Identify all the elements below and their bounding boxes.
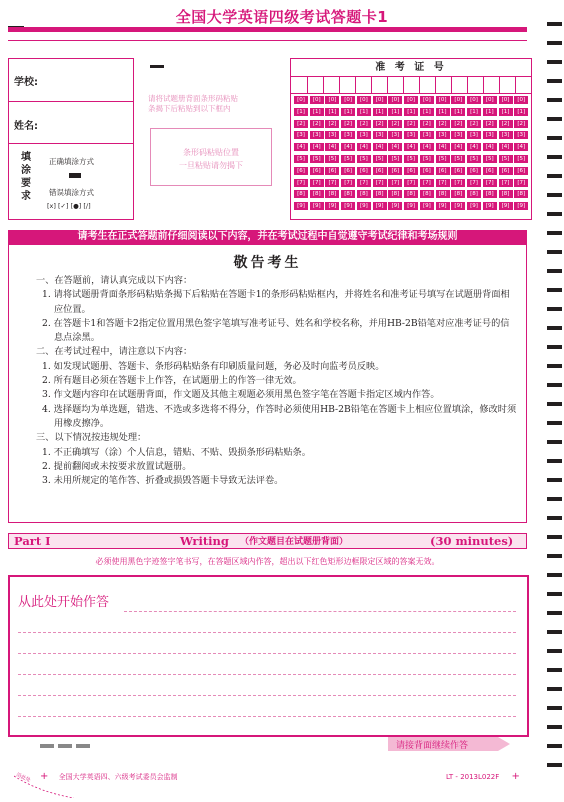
exam-number-bubble[interactable]: [1] — [325, 108, 339, 116]
exam-number-bubble[interactable]: [4] — [420, 143, 434, 151]
exam-number-bubble[interactable]: [6] — [341, 167, 355, 175]
school-label: 学校: — [14, 77, 38, 88]
cell-divider — [387, 76, 388, 93]
timing-mark — [547, 174, 562, 178]
exam-number-bubble[interactable]: [9] — [467, 202, 481, 210]
exam-number-bubble[interactable]: [4] — [467, 143, 481, 151]
timing-mark — [547, 611, 562, 615]
bubble-row — [294, 131, 530, 142]
fill-char: 求 — [21, 191, 31, 202]
footer-mark — [58, 744, 72, 748]
exam-number-bubble[interactable]: [5] — [451, 155, 465, 163]
exam-number-bubble[interactable]: [8] — [467, 190, 481, 198]
correct-fill-example — [69, 173, 81, 178]
exam-number-bubble[interactable]: [5] — [294, 155, 308, 163]
cell-divider — [403, 76, 404, 93]
notice-item: 4. 选择题均为单选题，错选、不选或多选将不得分，作答时必须使用HB-2B铅笔在答题卡上相应位置填涂，修改时须用橡皮擦净。 — [42, 403, 517, 429]
timing-mark — [547, 41, 562, 45]
exam-number-bubble[interactable]: [8] — [404, 190, 418, 198]
footer-mark — [40, 744, 54, 748]
timing-mark — [547, 307, 562, 311]
exam-number-bubble[interactable]: [5] — [310, 155, 324, 163]
cell-divider — [435, 76, 436, 93]
exam-number-bubble[interactable]: [1] — [514, 108, 528, 116]
fill-char: 涂 — [21, 165, 31, 176]
timing-mark — [547, 459, 562, 463]
exam-number-bubble[interactable]: [3] — [325, 131, 339, 139]
cut-text: 沿此处 — [15, 772, 32, 784]
exam-number-bubble[interactable]: [9] — [341, 202, 355, 210]
exam-number-bubble[interactable]: [7] — [388, 179, 402, 187]
exam-number-bubble[interactable]: [9] — [388, 202, 402, 210]
exam-number-bubble[interactable]: [3] — [341, 131, 355, 139]
exam-number-bubble[interactable]: [4] — [499, 143, 513, 151]
timing-mark — [547, 630, 562, 634]
bubble-row — [294, 143, 530, 154]
notice-item: 3. 未用所规定的笔作答、折叠或损毁答题卡导致无法评卷。 — [42, 475, 284, 487]
cell-divider — [483, 76, 484, 93]
exam-number-bubble[interactable]: [1] — [310, 108, 324, 116]
exam-number-bubble[interactable]: [3] — [514, 131, 528, 139]
exam-number-bubble[interactable]: [2] — [373, 120, 387, 128]
exam-number-bubble[interactable]: [3] — [499, 131, 513, 139]
exam-number-bubble[interactable]: [6] — [483, 167, 497, 175]
exam-number-bubble[interactable]: [0] — [420, 96, 434, 104]
exam-number-bubble[interactable]: [9] — [499, 202, 513, 210]
timing-mark — [547, 478, 562, 482]
exam-number-bubble[interactable]: [0] — [451, 96, 465, 104]
bubble-row — [294, 202, 530, 213]
exam-number-bubble[interactable]: [8] — [325, 190, 339, 198]
exam-number-bubble[interactable]: [5] — [325, 155, 339, 163]
timing-mark — [547, 744, 562, 748]
exam-number-bubble[interactable]: [1] — [357, 108, 371, 116]
timing-mark — [547, 250, 562, 254]
exam-number-bubble[interactable]: [5] — [499, 155, 513, 163]
exam-number-bubble[interactable]: [9] — [483, 202, 497, 210]
bubble-row — [294, 179, 530, 190]
exam-number-bubble[interactable]: [3] — [483, 131, 497, 139]
exam-number-bubble[interactable]: [5] — [388, 155, 402, 163]
exam-number-bubble[interactable]: [9] — [420, 202, 434, 210]
bubble-row — [294, 155, 530, 166]
exam-number-bubble[interactable]: [0] — [404, 96, 418, 104]
exam-number-bubble[interactable]: [3] — [388, 131, 402, 139]
continue-text: 请接背面继续作答 — [396, 741, 469, 751]
notice-section: 一、在答题前，请认真完成以下内容： — [36, 275, 193, 286]
exam-number-bubble[interactable]: [5] — [373, 155, 387, 163]
exam-number-bubble[interactable]: [4] — [451, 143, 465, 151]
exam-number-bubble[interactable]: [1] — [499, 108, 513, 116]
timing-mark — [547, 136, 562, 140]
barcode-box-line: 条形码粘贴位置 — [183, 148, 239, 157]
exam-number-bubble[interactable]: [7] — [325, 179, 339, 187]
exam-number-bubble[interactable]: [5] — [467, 155, 481, 163]
exam-number-bubble[interactable]: [1] — [483, 108, 497, 116]
timing-marks — [546, 22, 564, 782]
exam-number-bubble[interactable]: [7] — [294, 179, 308, 187]
exam-number-bubble[interactable]: [2] — [467, 120, 481, 128]
exam-number-bubble[interactable]: [2] — [499, 120, 513, 128]
bubble-row — [294, 167, 530, 178]
exam-number-bubble[interactable]: [7] — [404, 179, 418, 187]
header-rule — [8, 27, 527, 32]
exam-number-bubble[interactable]: [0] — [499, 96, 513, 104]
exam-number-bubble[interactable]: [6] — [404, 167, 418, 175]
exam-number-bubble[interactable]: [7] — [451, 179, 465, 187]
exam-number-bubble[interactable]: [8] — [341, 190, 355, 198]
timing-mark — [547, 22, 562, 26]
start-writing-label: 从此处开始作答 — [18, 595, 110, 610]
exam-number-bubble[interactable]: [3] — [404, 131, 418, 139]
cross-mark-icon: + — [511, 771, 520, 782]
part-label: Part I — [14, 534, 51, 548]
exam-number-bubble[interactable]: [7] — [483, 179, 497, 187]
exam-number-bubble[interactable]: [8] — [483, 190, 497, 198]
exam-number-bubble[interactable]: [4] — [341, 143, 355, 151]
notice-heading: 敬告考生 — [233, 255, 302, 271]
exam-number-bubble[interactable]: [6] — [514, 167, 528, 175]
writing-line — [124, 611, 516, 612]
timing-mark — [547, 60, 562, 64]
timing-mark — [547, 231, 562, 235]
exam-number-bubble[interactable]: [4] — [294, 143, 308, 151]
notice-item: 1. 如发现试题册、答题卡、条形码粘贴条有印刷质量问题，务必及时向监考员反映。 — [42, 360, 385, 372]
exam-number-bubble[interactable]: [8] — [357, 190, 371, 198]
exam-number-bubble[interactable]: [6] — [436, 167, 450, 175]
wrong-fill-examples: [x] [✓] [●] [/] — [47, 202, 91, 210]
exam-number-bubble[interactable]: [3] — [357, 131, 371, 139]
exam-number-bubble[interactable]: [5] — [514, 155, 528, 163]
timing-mark — [547, 497, 562, 501]
exam-number-bubble[interactable]: [8] — [373, 190, 387, 198]
exam-number-bubble[interactable]: [4] — [325, 143, 339, 151]
timing-mark — [547, 554, 562, 558]
exam-number-bubble[interactable]: [2] — [420, 120, 434, 128]
exam-number-bubble[interactable]: [4] — [357, 143, 371, 151]
exam-number-bubble[interactable]: [8] — [451, 190, 465, 198]
exam-number-bubble[interactable]: [7] — [357, 179, 371, 187]
exam-number-bubble[interactable]: [7] — [310, 179, 324, 187]
barcode-note-line: 条揭下后粘贴到以下框内 — [148, 104, 231, 113]
exam-number-bubble[interactable]: [7] — [467, 179, 481, 187]
timing-mark — [547, 212, 562, 216]
exam-number-bubble[interactable]: [1] — [294, 108, 308, 116]
section-note: （作文题目在试题册背面） — [240, 537, 349, 547]
timing-mark — [547, 117, 562, 121]
exam-number-bubble[interactable]: [0] — [325, 96, 339, 104]
exam-number-bubble[interactable]: [0] — [514, 96, 528, 104]
exam-number-bubble[interactable]: [1] — [404, 108, 418, 116]
exam-number-bubble[interactable]: [3] — [310, 131, 324, 139]
exam-number-cells — [291, 76, 531, 94]
exam-number-bubble[interactable]: [0] — [357, 96, 371, 104]
bubble-row — [294, 120, 530, 131]
exam-number-bubble[interactable]: [8] — [499, 190, 513, 198]
exam-number-bubble[interactable]: [8] — [388, 190, 402, 198]
exam-number-bubble[interactable]: [0] — [341, 96, 355, 104]
cut-line — [14, 772, 74, 798]
footer-code — [446, 771, 520, 782]
notice-banner: 请考生在正式答题前仔细阅读以下内容，并在考试过程中自觉遵守考试纪律和考场规则 — [8, 230, 527, 244]
exam-number-bubble[interactable]: [2] — [357, 120, 371, 128]
timing-mark — [547, 288, 562, 292]
barcode-mark — [150, 65, 164, 68]
timing-mark — [547, 345, 562, 349]
notice-item: 2. 提前翻阅或未按要求放置试题册。 — [42, 460, 192, 472]
cell-divider — [371, 76, 372, 93]
cell-divider — [499, 76, 500, 93]
cell-divider — [467, 76, 468, 93]
exam-number-grid — [290, 58, 532, 220]
form-code: LT - 2013L022F — [446, 773, 500, 781]
exam-number-bubble[interactable]: [1] — [388, 108, 402, 116]
timing-mark — [547, 421, 562, 425]
exam-number-bubble[interactable]: [9] — [404, 202, 418, 210]
notice-item: 3. 作文题内容印在试题册背面，作文题及其他主观题必须用黑色签字笔在答题卡指定区域内作答。 — [42, 389, 440, 401]
notice-item: 2. 所有题目必须在答题卡上作答，在试题册上的作答一律无效。 — [42, 375, 302, 387]
exam-number-bubble[interactable]: [2] — [483, 120, 497, 128]
exam-number-bubble[interactable]: [4] — [388, 143, 402, 151]
name-label: 姓名: — [14, 121, 38, 132]
exam-number-title: 准 考 证 号 — [291, 59, 531, 77]
barcode-note — [148, 94, 278, 114]
exam-number-bubble[interactable]: [4] — [483, 143, 497, 151]
exam-number-bubble[interactable]: [0] — [310, 96, 324, 104]
timing-mark — [547, 155, 562, 159]
barcode-box-line: 一旦粘贴请勿揭下 — [179, 161, 243, 170]
exam-number-bubble[interactable]: [3] — [451, 131, 465, 139]
writing-line — [18, 632, 516, 633]
exam-number-bubble[interactable]: [5] — [420, 155, 434, 163]
cell-divider — [307, 76, 308, 93]
exam-number-bubble[interactable]: [1] — [420, 108, 434, 116]
exam-number-bubble[interactable]: [8] — [310, 190, 324, 198]
timing-mark — [547, 364, 562, 368]
exam-number-bubble[interactable]: [0] — [373, 96, 387, 104]
timing-mark — [547, 763, 562, 767]
divider — [9, 101, 133, 102]
timing-mark — [547, 687, 562, 691]
exam-number-bubble[interactable]: [2] — [294, 120, 308, 128]
exam-number-bubble[interactable]: [8] — [514, 190, 528, 198]
exam-number-bubble[interactable]: [3] — [467, 131, 481, 139]
answer-sheet-title: 全国大学英语四级考试答题卡1 — [175, 8, 389, 26]
continue-on-back-note — [388, 737, 510, 751]
exam-number-bubble[interactable]: [2] — [514, 120, 528, 128]
exam-number-bubble[interactable]: [6] — [451, 167, 465, 175]
exam-number-bubble[interactable]: [9] — [310, 202, 324, 210]
exam-number-bubble[interactable]: [1] — [467, 108, 481, 116]
exam-number-bubble[interactable]: [6] — [294, 167, 308, 175]
bubble-row — [294, 190, 530, 201]
timing-mark — [547, 535, 562, 539]
writing-line — [18, 674, 516, 675]
exam-number-bubble[interactable]: [8] — [294, 190, 308, 198]
notice-item: 1. 请将试题册背面条形码粘贴条揭下后粘贴在答题卡1的条形码粘贴框内，并将姓名和准考证号填写在试题册背面相应位置。 — [42, 289, 510, 315]
exam-number-bubble[interactable]: [9] — [357, 202, 371, 210]
exam-number-bubble[interactable]: [9] — [436, 202, 450, 210]
bubble-row — [294, 96, 530, 107]
footer-mark — [76, 744, 90, 748]
exam-number-bubble[interactable]: [9] — [294, 202, 308, 210]
exam-number-bubble[interactable]: [4] — [310, 143, 324, 151]
exam-number-bubble[interactable]: [5] — [357, 155, 371, 163]
exam-number-bubble[interactable]: [3] — [373, 131, 387, 139]
exam-number-bubble[interactable]: [1] — [373, 108, 387, 116]
exam-number-bubble[interactable]: [0] — [388, 96, 402, 104]
exam-number-bubble[interactable]: [7] — [420, 179, 434, 187]
divider — [9, 143, 133, 144]
exam-number-bubble[interactable]: [3] — [420, 131, 434, 139]
notice-item: 2. 在答题卡1和答题卡2指定位置用黑色签字笔填写准考证号、姓名和学校名称，并用HB-2B铅笔对应准考证号的信息点涂黑。 — [42, 317, 510, 344]
cross-mark-icon: + — [40, 771, 49, 782]
wrong-method-label: 错误填涂方式 — [49, 188, 94, 197]
cell-divider — [355, 76, 356, 93]
exam-number-bubble[interactable]: [6] — [373, 167, 387, 175]
exam-number-bubble[interactable]: [7] — [341, 179, 355, 187]
cell-divider — [515, 76, 516, 93]
time-limit: (30 minutes) — [430, 534, 514, 548]
exam-number-bubble[interactable]: [2] — [341, 120, 355, 128]
header-thin-rule — [8, 40, 527, 41]
exam-number-bubble[interactable]: [4] — [436, 143, 450, 151]
exam-number-bubble[interactable]: [6] — [420, 167, 434, 175]
exam-number-bubble[interactable]: [0] — [483, 96, 497, 104]
exam-number-bubble[interactable]: [8] — [436, 190, 450, 198]
timing-mark — [547, 383, 562, 387]
exam-number-bubble[interactable]: [7] — [514, 179, 528, 187]
exam-number-bubble[interactable]: [8] — [420, 190, 434, 198]
fill-char: 填 — [21, 152, 31, 163]
exam-number-bubble[interactable]: [5] — [341, 155, 355, 163]
exam-number-bubble[interactable]: [9] — [325, 202, 339, 210]
fill-requirement-label — [21, 151, 33, 203]
exam-number-bubble[interactable]: [2] — [388, 120, 402, 128]
exam-number-bubble[interactable]: [3] — [294, 131, 308, 139]
exam-number-bubble[interactable]: [5] — [436, 155, 450, 163]
timing-mark — [547, 326, 562, 330]
timing-mark — [547, 79, 562, 83]
issuer-text: 全国大学英语四、六级考试委员会监制 — [58, 773, 178, 781]
notice-section: 三、以下情况按违规处理： — [36, 432, 147, 444]
timing-mark — [547, 98, 562, 102]
timing-mark — [547, 706, 562, 710]
timing-mark — [547, 440, 562, 444]
exam-number-bubble[interactable]: [6] — [310, 167, 324, 175]
timing-mark — [547, 402, 562, 406]
writing-line — [18, 695, 516, 696]
writing-line — [18, 653, 516, 654]
exam-number-bubble[interactable]: [4] — [404, 143, 418, 151]
exam-number-bubble[interactable]: [5] — [483, 155, 497, 163]
cell-divider — [339, 76, 340, 93]
exam-number-bubble[interactable]: [1] — [341, 108, 355, 116]
exam-number-bubble[interactable]: [3] — [436, 131, 450, 139]
exam-number-bubble[interactable]: [7] — [436, 179, 450, 187]
timing-mark — [547, 649, 562, 653]
exam-number-bubble[interactable]: [2] — [451, 120, 465, 128]
cell-divider — [323, 76, 324, 93]
exam-number-bubble[interactable]: [0] — [467, 96, 481, 104]
exam-number-bubble[interactable]: [6] — [499, 167, 513, 175]
exam-number-bubble[interactable]: [6] — [325, 167, 339, 175]
timing-mark — [547, 193, 562, 197]
exam-number-bubble[interactable]: [2] — [325, 120, 339, 128]
exam-number-bubble[interactable]: [1] — [451, 108, 465, 116]
exam-number-bubble[interactable]: [7] — [499, 179, 513, 187]
notice-body — [28, 274, 518, 488]
exam-number-bubble[interactable]: [2] — [436, 120, 450, 128]
exam-number-bubble[interactable]: [2] — [310, 120, 324, 128]
exam-number-bubble[interactable]: [7] — [373, 179, 387, 187]
writing-line — [18, 716, 516, 717]
writing-instruction: 必须使用黑色字迹签字笔书写，在答题区域内作答，超出以下红色矩形边框限定区域的答案无效。 — [95, 557, 440, 566]
timing-mark — [547, 269, 562, 273]
notice-item: 1. 不正确填写（涂）个人信息，错贴、不贴、毁损条形码粘贴条。 — [42, 446, 311, 458]
correct-method-label: 正确填涂方式 — [49, 157, 94, 166]
fill-char: 要 — [21, 178, 31, 189]
exam-number-bubble[interactable]: [9] — [373, 202, 387, 210]
notice-section: 二、在考试过程中，请注意以下内容： — [36, 346, 193, 358]
timing-mark — [547, 516, 562, 520]
student-info-box — [8, 58, 134, 220]
timing-mark — [547, 668, 562, 672]
exam-number-bubble[interactable]: [1] — [436, 108, 450, 116]
exam-number-bubble[interactable]: [4] — [373, 143, 387, 151]
cell-divider — [451, 76, 452, 93]
exam-number-bubble[interactable]: [6] — [388, 167, 402, 175]
timing-mark — [547, 573, 562, 577]
exam-number-bubble[interactable]: [5] — [404, 155, 418, 163]
exam-number-bubble[interactable]: [9] — [514, 202, 528, 210]
exam-number-bubble[interactable]: [0] — [294, 96, 308, 104]
exam-number-bubble[interactable]: [0] — [436, 96, 450, 104]
timing-mark — [547, 725, 562, 729]
bubble-row — [294, 108, 530, 119]
exam-number-bubble[interactable]: [4] — [514, 143, 528, 151]
exam-number-bubble[interactable]: [6] — [357, 167, 371, 175]
exam-number-bubble[interactable]: [2] — [404, 120, 418, 128]
cell-divider — [419, 76, 420, 93]
timing-mark — [547, 592, 562, 596]
barcode-paste-area — [150, 128, 272, 186]
exam-number-bubble[interactable]: [6] — [467, 167, 481, 175]
barcode-note-line: 请将试题册背面条形码粘贴 — [148, 94, 238, 103]
exam-number-bubble[interactable]: [9] — [451, 202, 465, 210]
section-title: Writing — [180, 534, 229, 548]
